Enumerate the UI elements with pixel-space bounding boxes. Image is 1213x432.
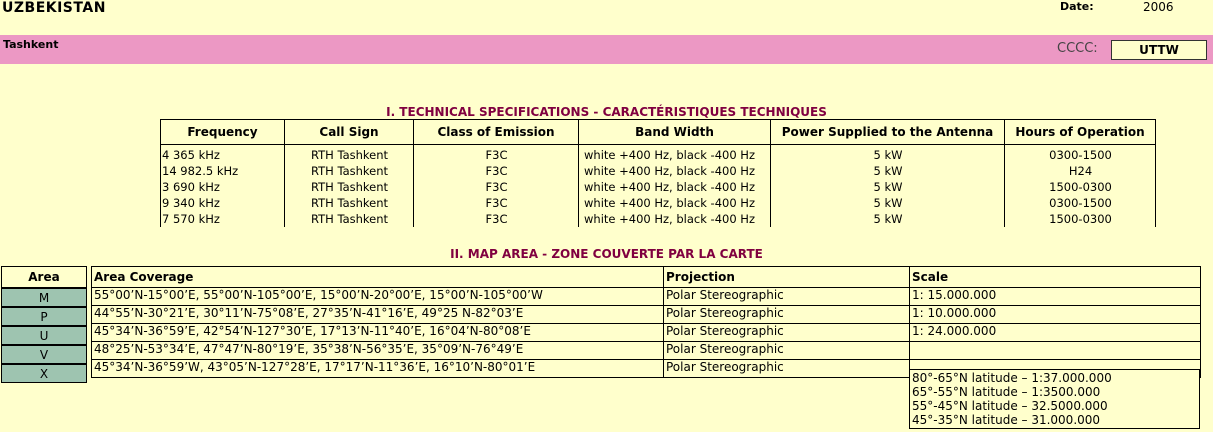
col-scale: Scale xyxy=(910,267,1201,288)
area-code-table xyxy=(1,266,87,383)
technical-row xyxy=(161,179,1156,195)
col-frequency: Frequency xyxy=(161,120,285,145)
col-area-coverage: Area Coverage xyxy=(92,267,664,288)
cell-emission: F3C xyxy=(414,211,579,227)
map-area-table xyxy=(91,266,1201,378)
scale-x-line: 55°-45°N latitude – 32.5000.000 xyxy=(912,399,1108,413)
cell-band-width: white +400 Hz, black -400 Hz xyxy=(579,195,771,211)
map-row xyxy=(92,306,1201,324)
col-power: Power Supplied to the Antenna xyxy=(771,120,1005,145)
cell-emission: F3C xyxy=(414,195,579,211)
cell-projection: Polar Stereographic xyxy=(664,288,910,306)
cell-hours: H24 xyxy=(1005,163,1156,179)
date-value: 2006 xyxy=(1143,0,1174,14)
area-code-cell: P xyxy=(1,307,87,326)
cell-call-sign: RTH Tashkent xyxy=(285,211,414,227)
cell-coverage: 44°55’N-30°21’E, 30°11’N-75°08’E, 27°35’N-41°16’E, 49°25 N-82°03’E xyxy=(92,306,664,324)
scale-x-line: 65°-55°N latitude – 1:3500.000 xyxy=(912,385,1101,399)
map-section-title: II. MAP AREA - ZONE COUVERTE PAR LA CARTE xyxy=(450,247,763,261)
technical-section-title: I. TECHNICAL SPECIFICATIONS - CARACTÉRISTIQUES TECHNIQUES xyxy=(386,105,827,119)
area-code-cell: M xyxy=(1,288,87,307)
cell-power: 5 kW xyxy=(771,163,1005,179)
cell-call-sign: RTH Tashkent xyxy=(285,195,414,211)
cell-coverage: 45°34’N-36°59’E, 42°54’N-127°30’E, 17°13’N-11°40’E, 16°04’N-80°08’E xyxy=(92,324,664,342)
cell-coverage: 55°00’N-15°00’E, 55°00’N-105°00’E, 15°00’N-20°00’E, 15°00’N-105°00’W xyxy=(92,288,664,306)
scale-x-line: 80°-65°N latitude – 1:37.000.000 xyxy=(912,371,1112,385)
col-area: Area xyxy=(1,266,87,288)
technical-row xyxy=(161,195,1156,211)
map-header-row xyxy=(92,267,1201,288)
cell-band-width: white +400 Hz, black -400 Hz xyxy=(579,163,771,179)
cell-frequency: 7 570 kHz xyxy=(161,211,285,227)
cell-call-sign: RTH Tashkent xyxy=(285,145,414,164)
technical-row xyxy=(161,211,1156,227)
cell-emission: F3C xyxy=(414,163,579,179)
station-name: Tashkent xyxy=(3,38,59,51)
map-row xyxy=(92,342,1201,360)
cell-power: 5 kW xyxy=(771,145,1005,164)
area-code-cell: U xyxy=(1,326,87,345)
cell-projection: Polar Stereographic xyxy=(664,306,910,324)
cell-call-sign: RTH Tashkent xyxy=(285,163,414,179)
col-hours: Hours of Operation xyxy=(1005,120,1156,145)
cell-frequency: 3 690 kHz xyxy=(161,179,285,195)
map-row xyxy=(92,324,1201,342)
cell-band-width: white +400 Hz, black -400 Hz xyxy=(579,145,771,164)
technical-row xyxy=(161,145,1156,164)
cell-emission: F3C xyxy=(414,145,579,164)
scale-x-line: 45°-35°N latitude – 31.000.000 xyxy=(912,413,1101,427)
cell-power: 5 kW xyxy=(771,179,1005,195)
cell-hours: 0300-1500 xyxy=(1005,145,1156,164)
cell-scale: 1: 24.000.000 xyxy=(910,324,1201,342)
cell-power: 5 kW xyxy=(771,195,1005,211)
cell-projection: Polar Stereographic xyxy=(664,342,910,360)
cell-emission: F3C xyxy=(414,179,579,195)
cell-projection: Polar Stereographic xyxy=(664,360,910,378)
cell-power: 5 kW xyxy=(771,211,1005,227)
cell-hours: 0300-1500 xyxy=(1005,195,1156,211)
cell-frequency: 14 982.5 kHz xyxy=(161,163,285,179)
cell-frequency: 4 365 kHz xyxy=(161,145,285,164)
col-band-width: Band Width xyxy=(579,120,771,145)
col-projection: Projection xyxy=(664,267,910,288)
cell-scale: 1: 15.000.000 xyxy=(910,288,1201,306)
station-band xyxy=(0,35,1213,64)
cccc-label: CCCC: xyxy=(1057,41,1098,56)
cell-hours: 1500-0300 xyxy=(1005,179,1156,195)
cell-scale xyxy=(910,342,1201,360)
cell-frequency: 9 340 kHz xyxy=(161,195,285,211)
country-title: UZBEKISTAN xyxy=(2,0,106,16)
cell-coverage: 48°25’N-53°34’E, 47°47’N-80°19’E, 35°38’N-56°35’E, 35°09’N-76°49’E xyxy=(92,342,664,360)
cell-call-sign: RTH Tashkent xyxy=(285,179,414,195)
cccc-value: UTTW xyxy=(1111,40,1207,60)
technical-header-row xyxy=(161,120,1156,145)
cell-band-width: white +400 Hz, black -400 Hz xyxy=(579,211,771,227)
technical-table xyxy=(160,119,1156,227)
area-code-cell: V xyxy=(1,345,87,364)
cell-coverage: 45°34’N-36°59’W, 43°05’N-127°28’E, 17°17’N-11°36’E, 16°10’N-80°01’E xyxy=(92,360,664,378)
cell-hours: 1500-0300 xyxy=(1005,211,1156,227)
cell-scale: 1: 10.000.000 xyxy=(910,306,1201,324)
col-call-sign: Call Sign xyxy=(285,120,414,145)
col-class-of-emission: Class of Emission xyxy=(414,120,579,145)
map-row xyxy=(92,288,1201,306)
cell-band-width: white +400 Hz, black -400 Hz xyxy=(579,179,771,195)
cell-projection: Polar Stereographic xyxy=(664,324,910,342)
area-code-cell: X xyxy=(1,364,87,383)
technical-row xyxy=(161,163,1156,179)
date-label: Date: xyxy=(1060,0,1094,13)
scale-x-block xyxy=(909,369,1200,429)
